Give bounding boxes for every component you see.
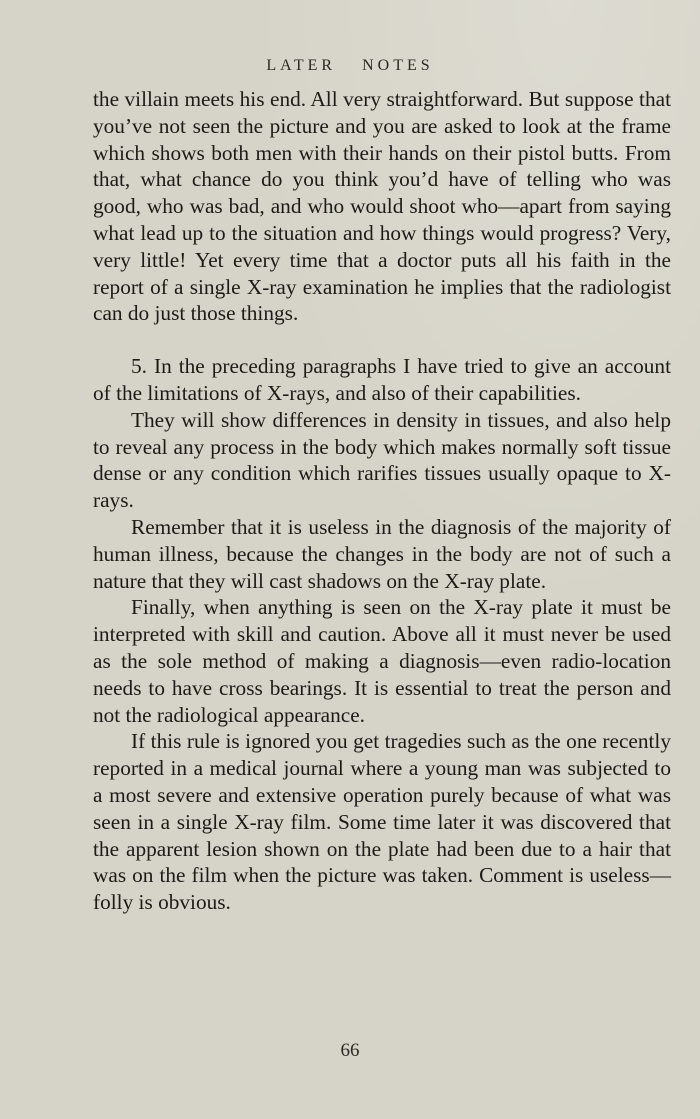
body-text — [93, 86, 671, 916]
paragraph-finally: Finally, when anything is seen on the X-ray plate it must be interpreted with skill and caution. Above all it must never be used as the sole method of making a diagnosis—even radio-location needs to have cross bearings. It is essential to treat the person and not the radiological appearance. — [93, 595, 671, 727]
paragraph-continuation: the villain meets his end. All very straightforward. But suppose that you’ve not seen the picture and you are asked to look at the frame which shows both men with their hands on their pistol butts. From that, what chance do you think you’d have of telling who was good, who was bad, and who would shoot who—apart from saying what lead up to the situation and how things would progress? Very, very little! Yet every time that a doctor puts all his faith in the report of a single X-ray examination he implies that the radiologist can do just those things. — [93, 87, 671, 326]
paragraph-differences: They will show differences in density in tissues, and also help to reveal any process in the body which makes normally soft tissue dense or any condition which rarifies tissues usually opaque to X-rays. — [93, 407, 671, 513]
running-head — [0, 57, 700, 75]
running-head-right: NOTES — [362, 57, 434, 74]
paragraph-tragedies: If this rule is ignored you get tragedies such as the one recently reported in a medical journal where a young man was subjected to a most severe and extensive operation purely because of what was seen in a single X-ray film. Some time later it was discovered that the apparent lesion shown on the plate had been due to a hair that was on the film when the picture was taken. Comment is useless—folly is obvious. — [93, 729, 671, 915]
page-number: 66 — [340, 1040, 360, 1061]
paragraph-section-5: 5. In the preceding paragraphs I have tried to give an account of the limitations of X-rays, and also of their capabilities. — [93, 354, 671, 405]
running-head-left: LATER — [266, 57, 337, 74]
paragraph-remember: Remember that it is useless in the diagnosis of the majority of human illness, because the changes in the body are not of such a nature that they will cast shadows on the X-ray plate. — [93, 514, 671, 593]
